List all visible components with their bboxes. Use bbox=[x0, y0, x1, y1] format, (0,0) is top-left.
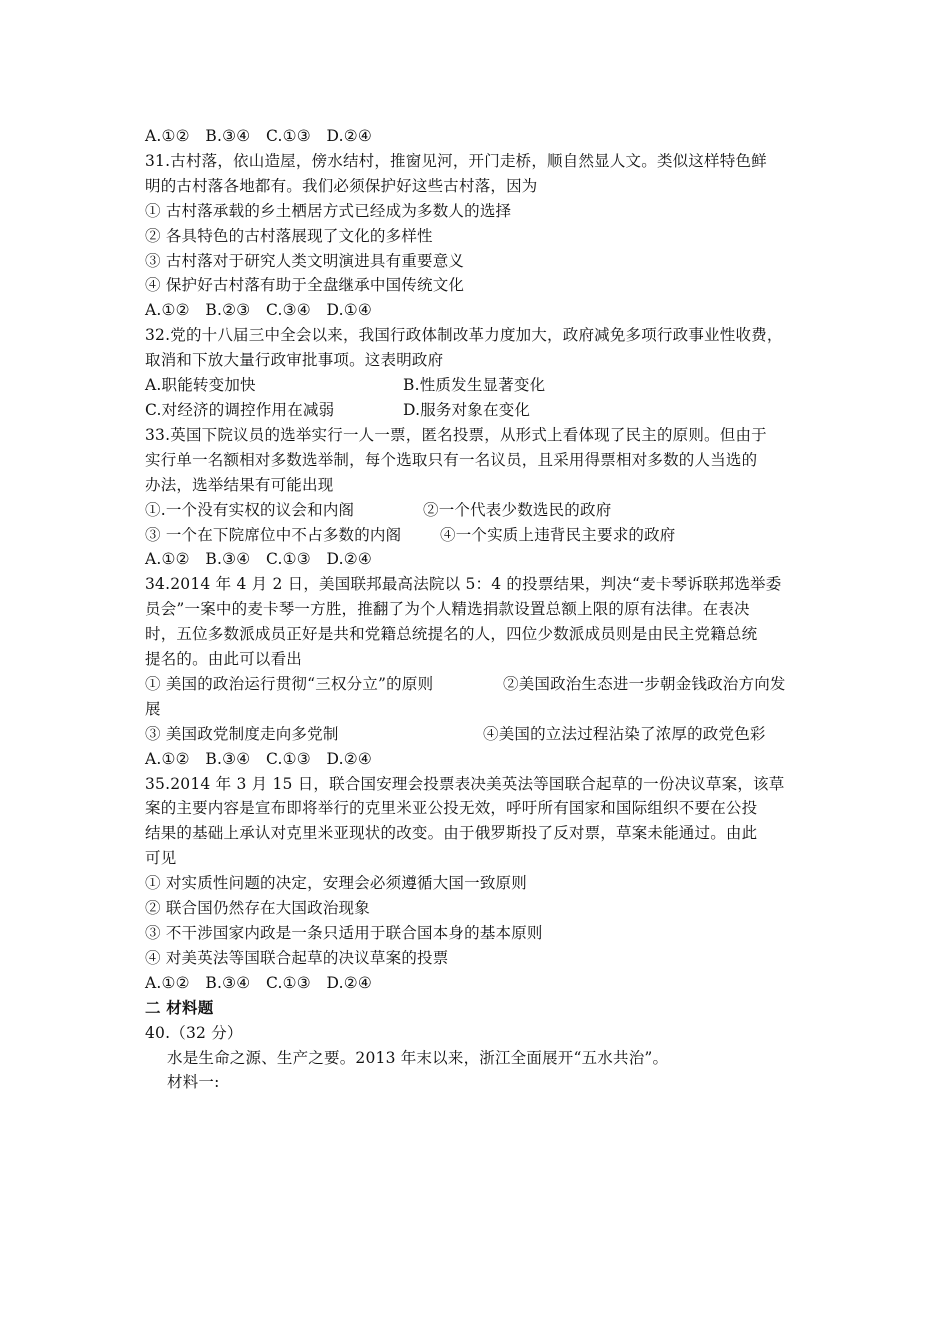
q34-stem-line-2: 员会”一案中的麦卡琴一方胜，推翻了为个人精选捐款设置总额上限的原有法律。在表决 bbox=[145, 600, 750, 619]
q32-option-b: B.性质发生显著变化 bbox=[403, 376, 546, 395]
q31-item-2: ② 各具特色的古村落展现了文化的多样性 bbox=[145, 226, 433, 245]
q31-stem-line-2: 明的古村落各地都有。我们必须保护好这些古村落，因为 bbox=[145, 176, 538, 195]
q31-item-1: ① 古村落承载的乡土栖居方式已经成为多数人的选择 bbox=[145, 201, 512, 220]
q35-stem-line-1: 35.2014 年 3 月 15 日，联合国安理会投票表决美英法等国联合起草的一份决议草案，该草 bbox=[145, 774, 785, 793]
q34-item-2: ②美国政治生态进一步朝金钱政治方向发 bbox=[503, 674, 786, 693]
q40-header: 40.（32 分） bbox=[145, 1023, 243, 1042]
q34-items-row-1 bbox=[145, 672, 825, 697]
section-2-title: 二 材料题 bbox=[145, 997, 214, 1017]
question-31 bbox=[145, 149, 825, 323]
q35-item-2: ② 联合国仍然存在大国政治现象 bbox=[145, 899, 370, 918]
q34-items-row-2 bbox=[145, 722, 825, 747]
question-34 bbox=[145, 572, 825, 771]
q35-stem-line-3: 结果的基础上承认对克里米亚现状的改变。由于俄罗斯投了反对票，草案未能通过。由此 bbox=[145, 824, 758, 843]
q31-item-3: ③ 古村落对于研究人类文明演进具有重要意义 bbox=[145, 251, 465, 270]
q34-item-3: ③ 美国政党制度走向多党制 bbox=[145, 724, 339, 743]
q33-stem-line-2: 实行单一名额相对多数选举制，每个选取只有一名议员，且采用得票相对多数的人当选的 bbox=[145, 450, 758, 469]
exam-content bbox=[145, 124, 825, 1095]
q32-option-d: D.服务对象在变化 bbox=[403, 400, 531, 419]
question-35 bbox=[145, 772, 825, 996]
q34-item-1: ① 美国的政治运行贯彻“三权分立”的原则 bbox=[145, 674, 434, 693]
q33-item-1: ①.一个没有实权的议会和内阁 bbox=[145, 500, 355, 519]
q31-item-4: ④ 保护好古村落有助于全盘继承中国传统文化 bbox=[145, 276, 465, 295]
q31-stem-line-1: 31.古村落，依山造屋，傍水结村，推窗见河，开门走桥，顺自然显人文。类似这样特色鲜 bbox=[145, 151, 767, 170]
q33-items-row-1 bbox=[145, 498, 825, 523]
question-32 bbox=[145, 323, 825, 423]
q33-items-row-2 bbox=[145, 523, 825, 548]
q34-item-2-continued: 展 bbox=[145, 699, 161, 718]
q30-options: A.①② B.③④ C.①③ D.②④ bbox=[145, 127, 372, 145]
q34-stem-line-1: 34.2014 年 4 月 2 日，美国联邦最高法院以 5：4 的投票结果，判决“麦卡琴诉联邦选举委 bbox=[145, 575, 782, 594]
question-33 bbox=[145, 423, 825, 572]
q32-option-a: A.职能转变加快 bbox=[145, 376, 256, 395]
q32-stem-line-1: 32.党的十八届三中全会以来，我国行政体制改革力度加大，政府减免多项行政事业性收费， bbox=[145, 326, 783, 345]
q32-option-c: C.对经济的调控作用在减弱 bbox=[145, 400, 335, 419]
q34-options: A.①② B.③④ C.①③ D.②④ bbox=[145, 749, 372, 768]
q32-options-row-1 bbox=[145, 373, 825, 398]
q33-item-4: ④一个实质上违背民主要求的政府 bbox=[440, 525, 676, 544]
q35-stem-line-4: 可见 bbox=[145, 849, 177, 868]
q32-options-row-2 bbox=[145, 398, 825, 423]
q35-item-4: ④ 对美英法等国联合起草的决议草案的投票 bbox=[145, 948, 449, 967]
q34-stem-line-4: 提名的。由此可以看出 bbox=[145, 650, 303, 669]
q31-options: A.①② B.②③ C.③④ D.①④ bbox=[145, 301, 372, 320]
q40-material-1-label: 材料一: bbox=[167, 1073, 220, 1092]
q40-intro: 水是生命之源、生产之要。2013 年末以来，浙江全面展开“五水共治”。 bbox=[167, 1048, 669, 1067]
q33-options: A.①② B.③④ C.①③ D.②④ bbox=[145, 550, 372, 569]
q34-item-4: ④美国的立法过程沾染了浓厚的政党色彩 bbox=[483, 724, 766, 743]
q33-item-3: ③ 一个在下院席位中不占多数的内阁 bbox=[145, 525, 402, 544]
question-40 bbox=[145, 1021, 825, 1096]
q35-item-3: ③ 不干涉国家内政是一条只适用于联合国本身的基本原则 bbox=[145, 924, 543, 942]
q35-options: A.①② B.③④ C.①③ D.②④ bbox=[145, 973, 372, 992]
q34-stem-line-3: 时，五位多数派成员正好是共和党籍总统提名的人，四位少数派成员则是由民主党籍总统 bbox=[145, 625, 758, 644]
q35-stem-line-2: 案的主要内容是宣布即将举行的克里米亚公投无效，呼吁所有国家和国际组织不要在公投 bbox=[145, 799, 758, 818]
q35-item-1: ① 对实质性问题的决定，安理会必须遵循大国一致原则 bbox=[145, 874, 527, 893]
q33-stem-line-1: 33.英国下院议员的选举实行一人一票，匿名投票，从形式上看体现了民主的原则。但由于 bbox=[145, 425, 767, 444]
q33-item-2: ②一个代表少数选民的政府 bbox=[423, 500, 612, 519]
q32-stem-line-2: 取消和下放大量行政审批事项。这表明政府 bbox=[145, 351, 444, 370]
q33-stem-line-3: 办法，选举结果有可能出现 bbox=[145, 475, 334, 494]
